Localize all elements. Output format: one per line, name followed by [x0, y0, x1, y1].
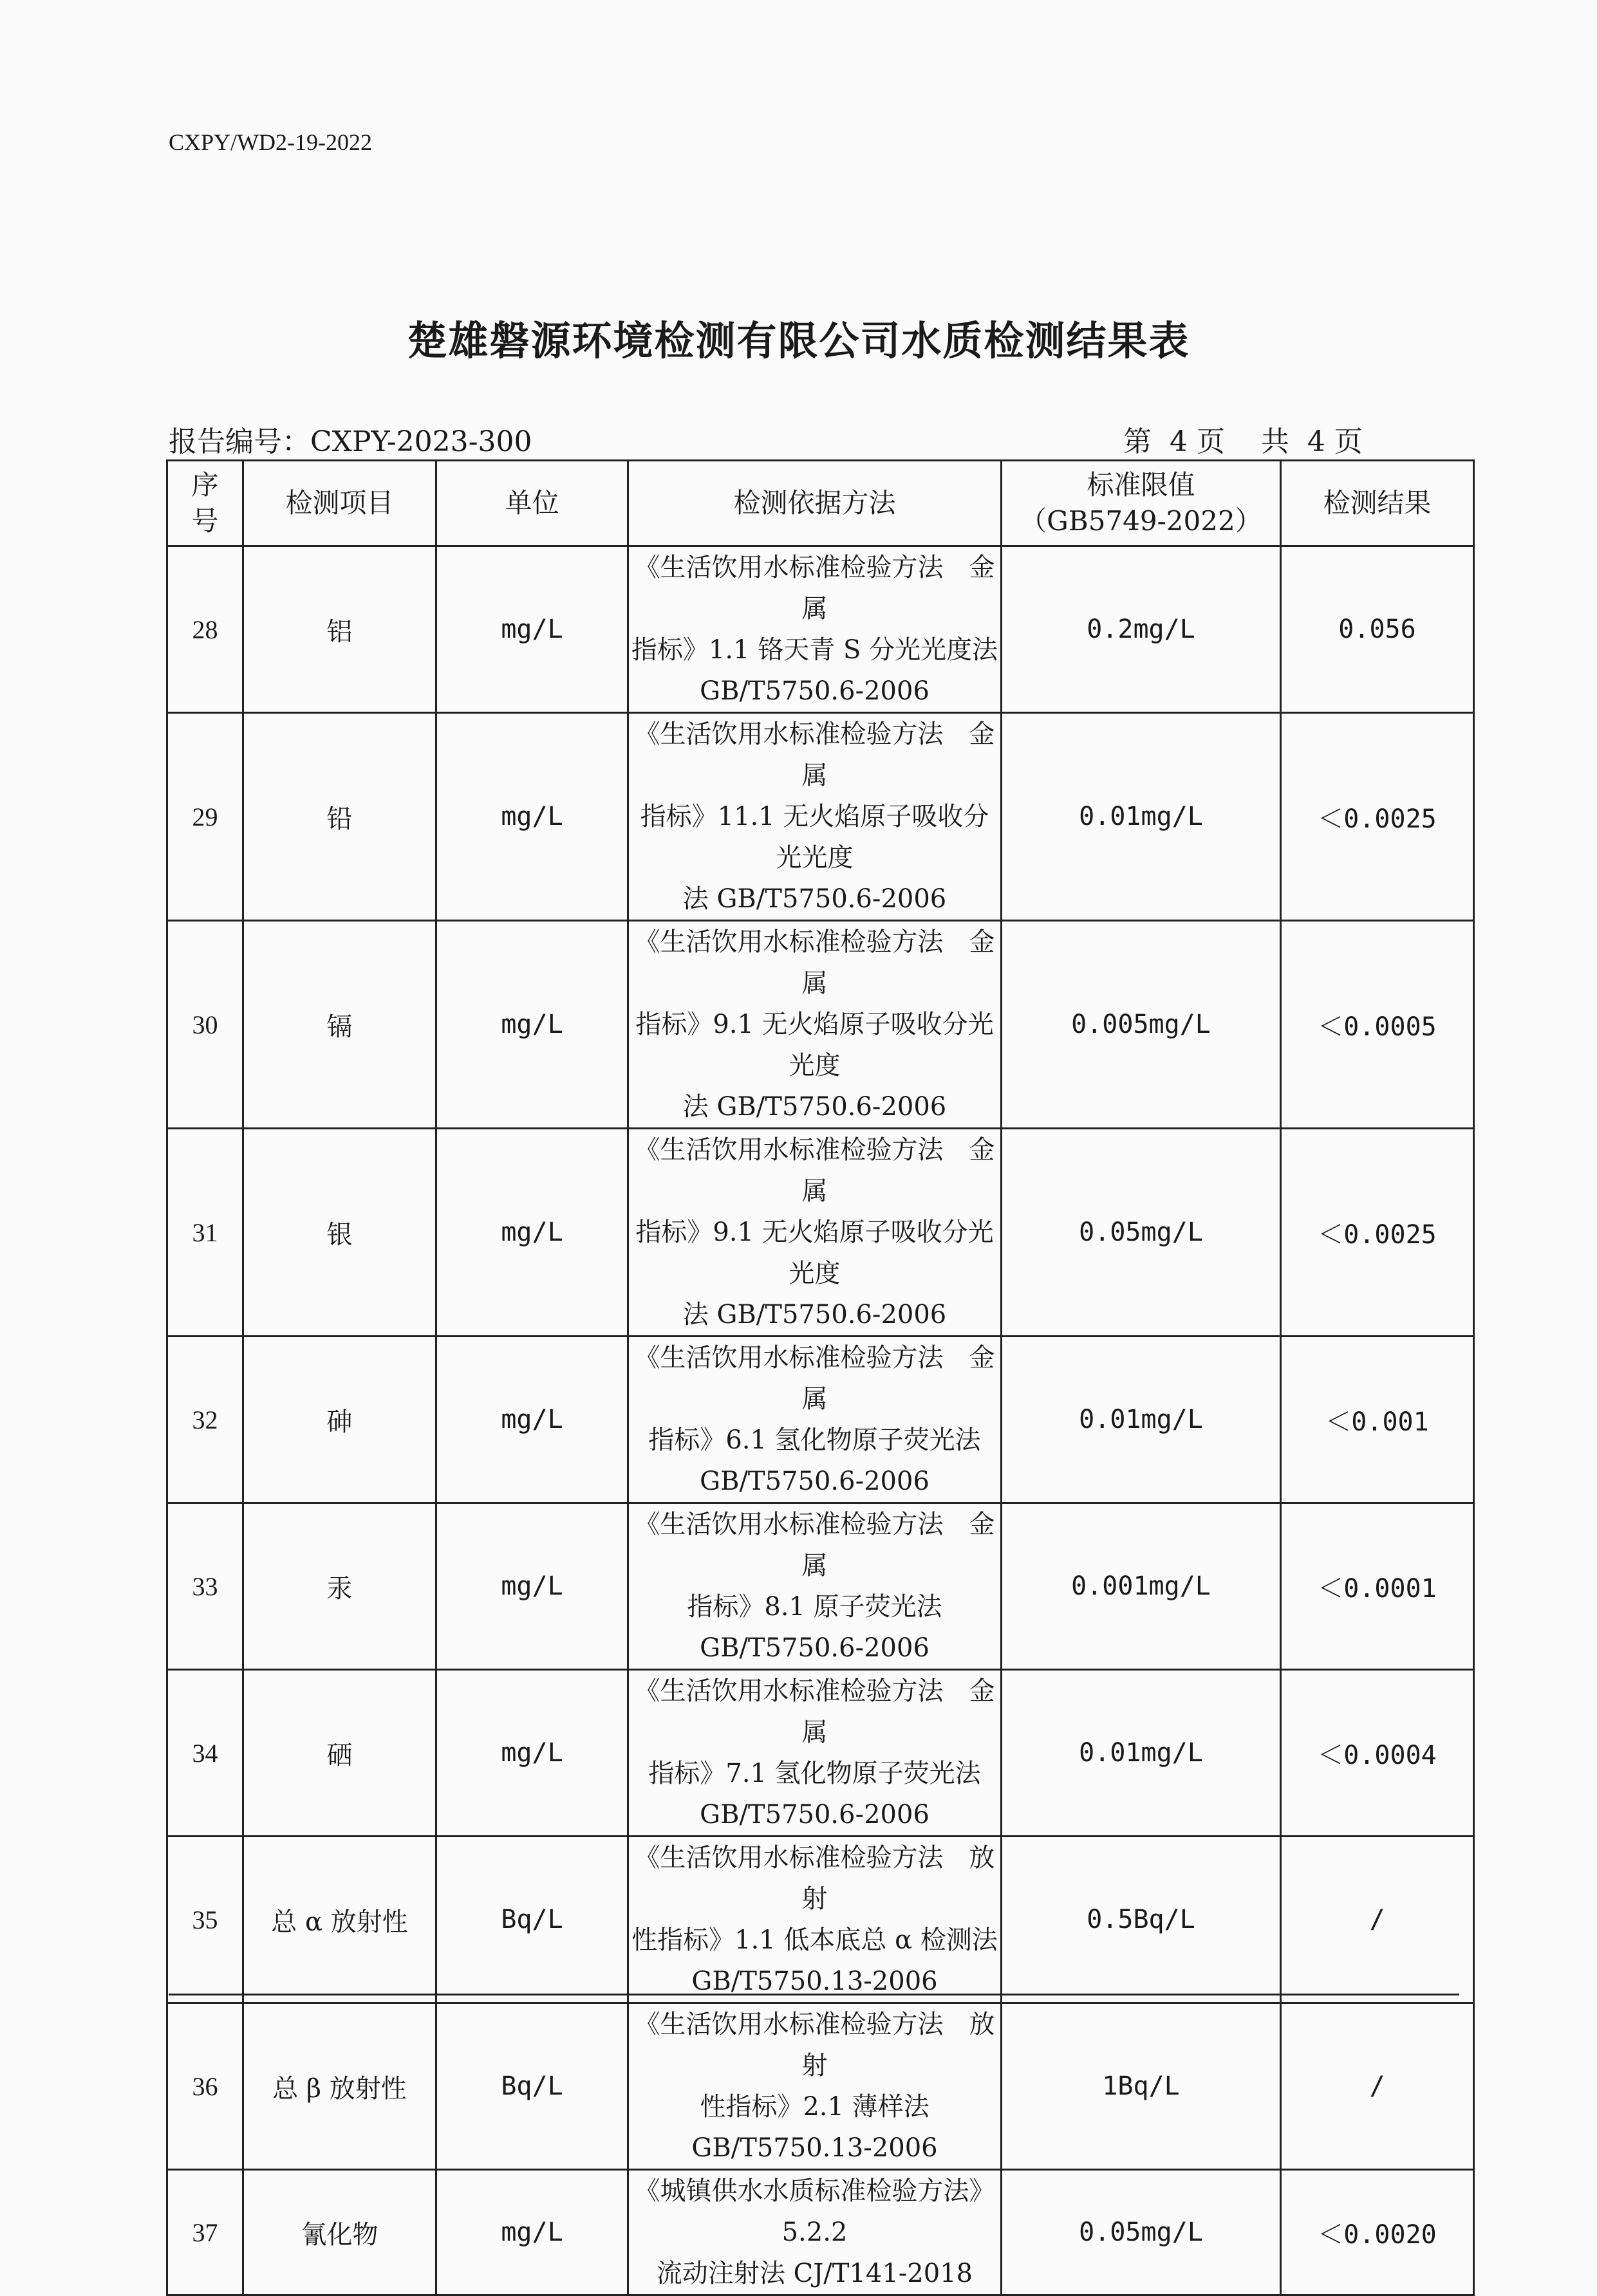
test-result: ＜0.0001: [1281, 1503, 1474, 1670]
standard-limit: 0.001mg/L: [1002, 1503, 1281, 1670]
header-limit-label: 标准限值: [1087, 469, 1195, 501]
row-number: 30: [167, 921, 243, 1129]
method-line: 《生活饮用水标准检验方法 金属: [634, 927, 995, 998]
table-row: [167, 921, 1474, 1129]
header-item: 检测项目: [243, 461, 436, 546]
row-number: 37: [167, 2170, 243, 2295]
table-row: [167, 713, 1474, 921]
method-line: 《生活饮用水标准检验方法 金属: [634, 553, 995, 624]
test-result: ＜0.0004: [1281, 1670, 1474, 1837]
table-row: [167, 546, 1474, 713]
test-result: 0.056: [1281, 546, 1474, 713]
row-number: 35: [167, 1837, 243, 2003]
header-no: [167, 461, 243, 546]
unit: Bq/L: [436, 2003, 628, 2170]
table-row: [167, 1129, 1474, 1337]
report-number: 报告编号：CXPY-2023-300: [169, 425, 532, 458]
unit: mg/L: [436, 2170, 628, 2295]
unit: Bq/L: [436, 1837, 628, 2003]
test-method: [628, 546, 1002, 713]
test-method: [628, 1337, 1002, 1503]
unit: mg/L: [436, 1503, 628, 1670]
document-code: CXPY/WD2-19-2022: [169, 129, 372, 155]
method-line: 《生活饮用水标准检验方法 放射: [634, 1843, 995, 1914]
results-table: [166, 459, 1475, 2296]
method-line: 法 GB/T5750.6-2006: [682, 1092, 947, 1122]
standard-limit: 0.05mg/L: [1002, 2170, 1281, 2295]
method-line: 《生活饮用水标准检验方法 金属: [634, 1510, 995, 1580]
method-line: 指标》8.1 原子荧光法: [687, 1592, 942, 1622]
table-row: [167, 1837, 1474, 2003]
unit: mg/L: [436, 921, 628, 1129]
test-item: 铅: [243, 713, 436, 921]
method-line: GB/T5750.6-2006: [700, 1800, 929, 1829]
test-item: 汞: [243, 1503, 436, 1670]
row-number: 29: [167, 713, 243, 921]
footer-divider: [169, 1994, 1459, 1995]
test-item: 银: [243, 1129, 436, 1337]
test-method: [628, 1837, 1002, 2003]
method-line: GB/T5750.13-2006: [691, 1967, 938, 1996]
test-item: 镉: [243, 921, 436, 1129]
method-line: 流动注射法 CJ/T141-2018: [656, 2259, 973, 2288]
test-method: [628, 1129, 1002, 1337]
test-result: ＜0.0025: [1281, 713, 1474, 921]
method-line: 指标》1.1 铬天青 S 分光光度法: [631, 635, 998, 665]
test-method: [628, 1670, 1002, 1837]
header-method: 检测依据方法: [628, 461, 1002, 546]
test-result: ＜0.0020: [1281, 2170, 1474, 2295]
method-line: 性指标》1.1 低本底总 α 检测法: [631, 1925, 998, 1955]
header-no-label: 序 号: [191, 469, 219, 537]
test-method: [628, 713, 1002, 921]
row-number: 32: [167, 1337, 243, 1503]
table-row: [167, 1670, 1474, 1837]
row-number: 34: [167, 1670, 243, 1837]
standard-limit: 0.01mg/L: [1002, 713, 1281, 921]
row-number: 33: [167, 1503, 243, 1670]
test-result: ＜0.0005: [1281, 921, 1474, 1129]
test-item: 砷: [243, 1337, 436, 1503]
test-item: 硒: [243, 1670, 436, 1837]
standard-limit: 0.005mg/L: [1002, 921, 1281, 1129]
row-number: 28: [167, 546, 243, 713]
method-line: 指标》7.1 氢化物原子荧光法: [648, 1759, 981, 1788]
method-line: 法 GB/T5750.6-2006: [682, 884, 947, 914]
table-row: [167, 1503, 1474, 1670]
method-line: 指标》9.1 无火焰原子吸收分光光度: [635, 1010, 994, 1080]
method-line: GB/T5750.6-2006: [700, 1633, 929, 1663]
test-method: [628, 2003, 1002, 2170]
test-item: 总 α 放射性: [243, 1837, 436, 2003]
unit: mg/L: [436, 546, 628, 713]
test-result: ＜0.001: [1281, 1337, 1474, 1503]
test-method: [628, 2170, 1002, 2295]
method-line: 《生活饮用水标准检验方法 金属: [634, 1343, 995, 1414]
unit: mg/L: [436, 1337, 628, 1503]
test-method: [628, 1503, 1002, 1670]
test-item: 铝: [243, 546, 436, 713]
standard-limit: 0.5Bq/L: [1002, 1837, 1281, 2003]
method-line: 《生活饮用水标准检验方法 金属: [634, 719, 995, 790]
test-method: [628, 921, 1002, 1129]
method-line: 《生活饮用水标准检验方法 金属: [634, 1676, 995, 1747]
test-result: ＜0.0025: [1281, 1129, 1474, 1337]
page-title: 楚雄磐源环境检测有限公司水质检测结果表: [407, 317, 1190, 364]
standard-limit: 0.01mg/L: [1002, 1337, 1281, 1503]
test-result: /: [1281, 1837, 1474, 2003]
standard-limit: 0.01mg/L: [1002, 1670, 1281, 1837]
method-line: 《城镇供水水质标准检验方法》5.2.2: [634, 2176, 995, 2247]
table-row: [167, 2003, 1474, 2170]
standard-limit: 0.05mg/L: [1002, 1129, 1281, 1337]
method-line: 指标》6.1 氢化物原子荧光法: [648, 1425, 981, 1455]
table-header-row: [167, 461, 1474, 546]
row-number: 31: [167, 1129, 243, 1337]
method-line: 《生活饮用水标准检验方法 放射: [634, 2010, 995, 2080]
page-number: 第 4 页 共 4 页: [1123, 425, 1363, 458]
unit: mg/L: [436, 1670, 628, 1837]
header-unit: 单位: [436, 461, 628, 546]
standard-limit: 1Bq/L: [1002, 2003, 1281, 2170]
table-row: [167, 2170, 1474, 2295]
header-limit: [1002, 461, 1281, 546]
method-line: 法 GB/T5750.6-2006: [682, 1300, 947, 1329]
test-result: /: [1281, 2003, 1474, 2170]
header-result: 检测结果: [1281, 461, 1474, 546]
row-number: 36: [167, 2003, 243, 2170]
test-item: 氰化物: [243, 2170, 436, 2295]
unit: mg/L: [436, 1129, 628, 1337]
table-row: [167, 1337, 1474, 1503]
method-line: 《生活饮用水标准检验方法 金属: [634, 1135, 995, 1206]
test-item: 总 β 放射性: [243, 2003, 436, 2170]
standard-limit: 0.2mg/L: [1002, 546, 1281, 713]
header-limit-standard: （GB5749-2022）: [1020, 505, 1262, 537]
method-line: GB/T5750.6-2006: [700, 1467, 929, 1496]
method-line: GB/T5750.6-2006: [700, 676, 929, 706]
method-line: 指标》9.1 无火焰原子吸收分光光度: [635, 1217, 994, 1288]
method-line: 性指标》2.1 薄样法 GB/T5750.13-2006: [691, 2092, 938, 2163]
method-line: 指标》11.1 无火焰原子吸收分光光度: [640, 802, 989, 873]
unit: mg/L: [436, 713, 628, 921]
